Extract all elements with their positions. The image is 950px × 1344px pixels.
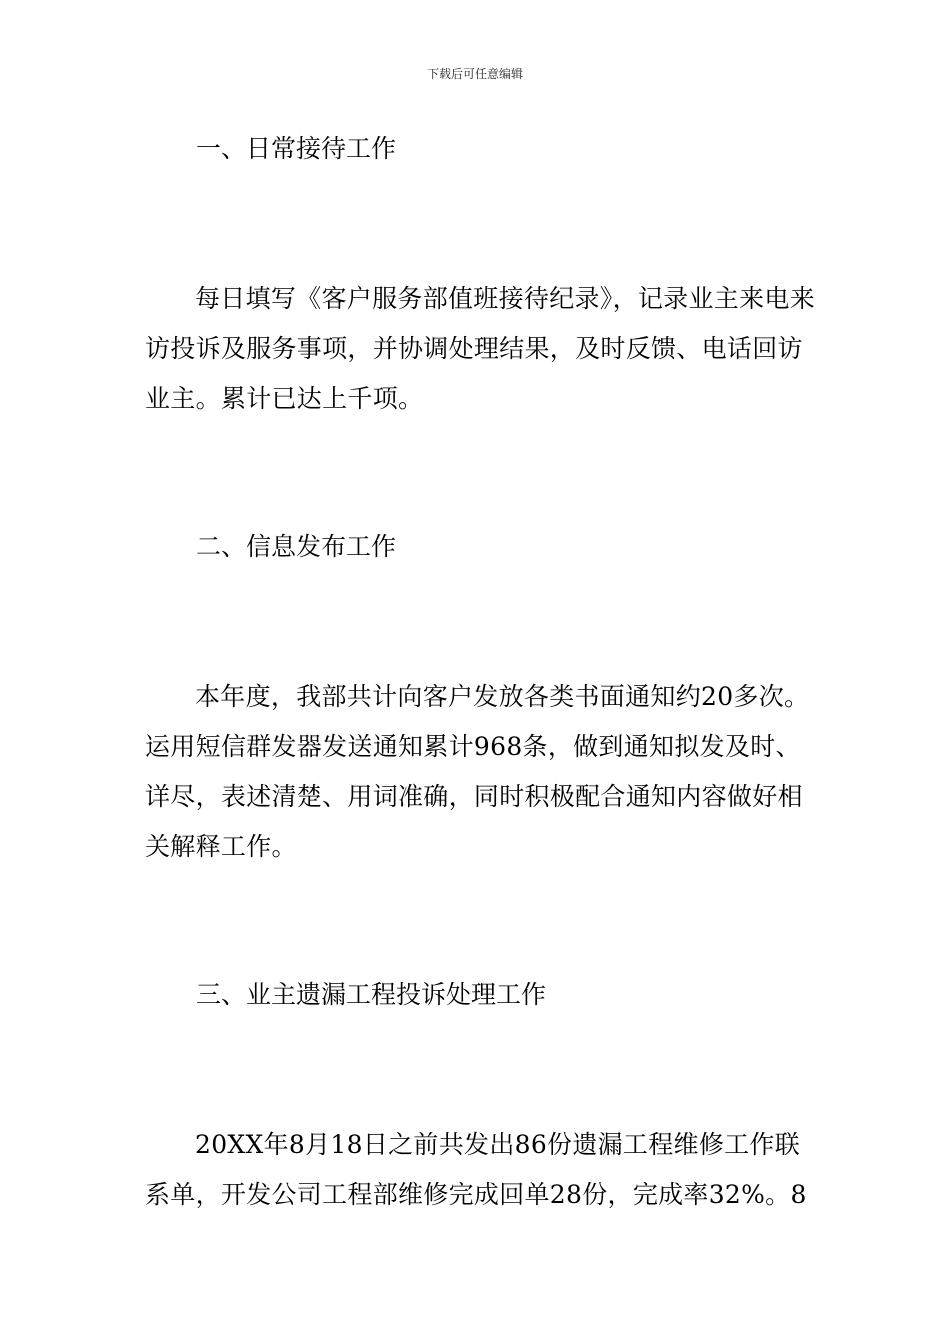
section-heading-info-release: 二、信息发布工作 bbox=[196, 532, 397, 561]
section-paragraph-info-release: 本年度，我部共计向客户发放各类书面通知约20多次。运用短信群发器发送通知累计968条，做到通知拟发及时、详尽，表述清楚、用词准确，同时积极配合通知内容做好相关解释工作。 bbox=[145, 682, 810, 861]
section-heading-complaints: 三、业主遗漏工程投诉处理工作 bbox=[196, 980, 547, 1009]
section-paragraph-complaints: 20XX年8月18日之前共发出86份遗漏工程维修工作联系单，开发公司工程部维修完成回单28份，完成率32%。8 bbox=[145, 1130, 807, 1209]
section-heading-reception: 一、日常接待工作 bbox=[196, 134, 397, 163]
section-paragraph-reception: 每日填写《客户服务部值班接待纪录》，记录业主来电来访投诉及服务事项，并协调处理结果，及时反馈、电话回访业主。累计已达上千项。 bbox=[145, 284, 816, 413]
page-header-note: 下载后可任意编辑 bbox=[426, 67, 523, 81]
